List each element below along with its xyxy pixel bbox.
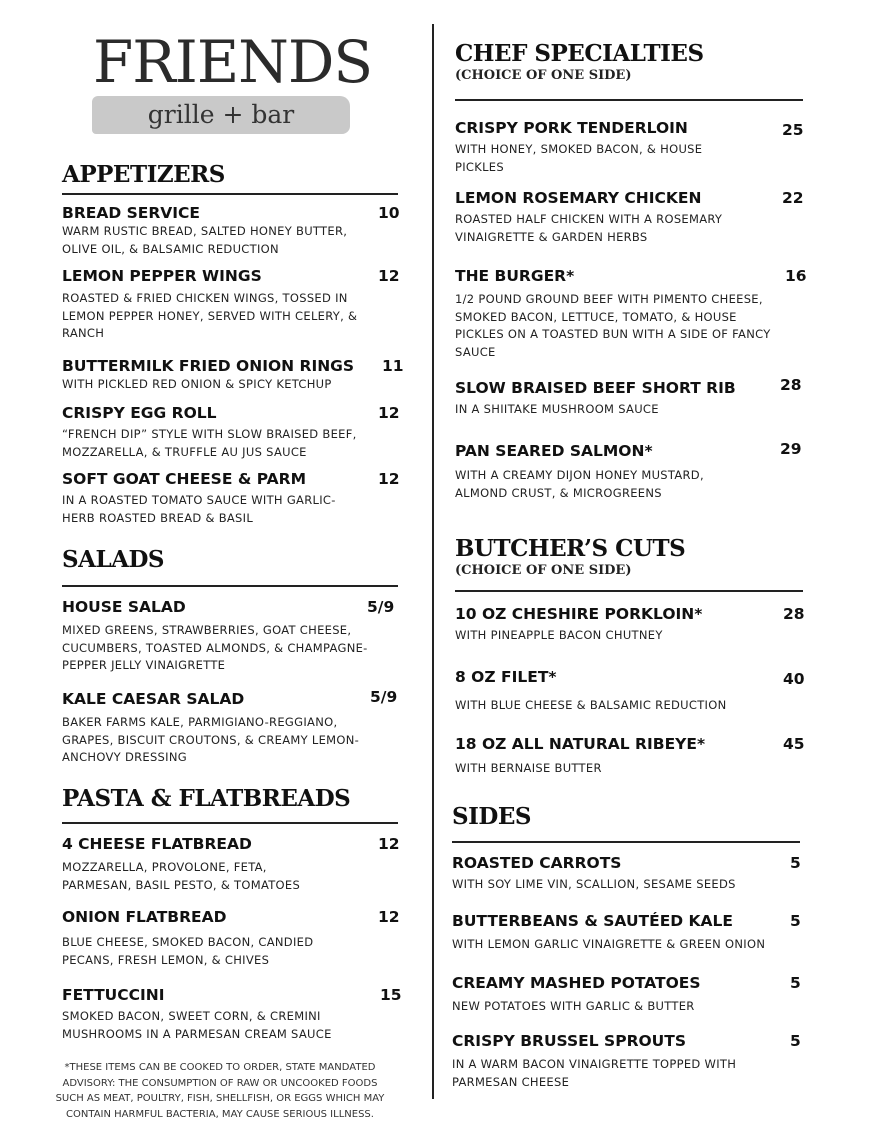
item-price: 5 xyxy=(790,974,801,992)
menu-item: 8 OZ FILET* 40 WITH BLUE CHEESE & BALSAMIC REDUCTION xyxy=(455,668,805,712)
menu-item: 4 CHEESE FLATBREAD 12 MOZZARELLA, PROVOLONE, FETA, PARMESAN, BASIL PESTO, & TOMATOES xyxy=(62,835,400,892)
pasta-heading: PASTA & FLATBREADS xyxy=(62,785,351,812)
menu-item: THE BURGER* 16 1/2 POUND GROUND BEEF WITH PIMENTO CHEESE, SMOKED BACON, LETTUCE, TOMATO, & HOUSE PICKLES ON A TOASTED BUN WITH A SIDE OF FANCY SAUCE xyxy=(455,267,807,359)
menu-item: HOUSE SALAD 5/9 MIXED GREENS, STRAWBERRIES, GOAT CHEESE, CUCUMBERS, TOASTED ALMONDS, & CHAMPAGNE-PEPPER JELLY VINAIGRETTE xyxy=(62,598,395,672)
menu-item: CRISPY EGG ROLL 12 “FRENCH DIP” STYLE WITH SLOW BRAISED BEEF, MOZZARELLA, & TRUFFLE AU JUS SAUCE xyxy=(62,404,400,459)
chef-heading: CHEF SPECIALTIES (CHOICE OF ONE SIDE) xyxy=(455,40,704,83)
item-price: 28 xyxy=(783,605,805,623)
butcher-rule xyxy=(455,590,803,592)
item-price: 10 xyxy=(378,204,400,222)
chef-rule xyxy=(455,99,803,101)
item-price: 12 xyxy=(378,835,400,853)
chef-subtitle: (CHOICE OF ONE SIDE) xyxy=(455,68,632,83)
item-price: 12 xyxy=(378,470,400,488)
item-price: 16 xyxy=(785,267,807,285)
menu-item: CRISPY BRUSSEL SPROUTS 5 IN A WARM BACON VINAIGRETTE TOPPED WITH PARMESAN CHEESE xyxy=(452,1032,801,1089)
menu-item: LEMON PEPPER WINGS 12 ROASTED & FRIED CHICKEN WINGS, TOSSED IN LEMON PEPPER HONEY, SERVED WITH CELERY, & RANCH xyxy=(62,267,400,340)
menu-item: FETTUCCINI 15 SMOKED BACON, SWEET CORN, & CREMINI MUSHROOMS IN A PARMESAN CREAM SAUCE xyxy=(62,986,402,1041)
menu-item: CREAMY MASHED POTATOES 5 NEW POTATOES WITH GARLIC & BUTTER xyxy=(452,974,801,1013)
menu-item: BREAD SERVICE 10 WARM RUSTIC BREAD, SALTED HONEY BUTTER, OLIVE OIL, & BALSAMIC REDUCTION xyxy=(62,204,400,256)
menu-item: SOFT GOAT CHEESE & PARM 12 IN A ROASTED TOMATO SAUCE WITH GARLIC-HERB ROASTED BREAD & BASIL xyxy=(62,470,400,525)
item-price: 12 xyxy=(378,908,400,926)
item-price: 5/9 xyxy=(367,598,395,616)
item-price: 12 xyxy=(378,267,400,285)
salads-rule xyxy=(62,585,398,587)
item-price: 29 xyxy=(780,440,802,458)
sides-heading: SIDES xyxy=(452,803,531,830)
item-price: 15 xyxy=(380,986,402,1004)
menu-item: ROASTED CARROTS 5 WITH SOY LIME VIN, SCALLION, SESAME SEEDS xyxy=(452,854,801,891)
item-price: 12 xyxy=(378,404,400,422)
item-price: 5/9 xyxy=(370,688,398,706)
item-price: 25 xyxy=(782,121,804,139)
item-price: 11 xyxy=(382,357,404,375)
item-price: 5 xyxy=(790,1032,801,1050)
menu-item: BUTTERBEANS & SAUTÉED KALE 5 WITH LEMON GARLIC VINAIGRETTE & GREEN ONION xyxy=(452,912,801,951)
menu-item: ONION FLATBREAD 12 BLUE CHEESE, SMOKED BACON, CANDIED PECANS, FRESH LEMON, & CHIVES xyxy=(62,908,400,967)
column-divider xyxy=(432,24,434,1099)
menu-item: LEMON ROSEMARY CHICKEN 22 ROASTED HALF CHICKEN WITH A ROSEMARY VINAIGRETTE & GARDEN HERBS xyxy=(455,189,804,244)
item-price: 5 xyxy=(790,912,801,930)
item-price: 5 xyxy=(790,854,801,872)
item-price: 28 xyxy=(780,376,802,394)
menu-item: KALE CAESAR SALAD 5/9 BAKER FARMS KALE, PARMIGIANO-REGGIANO, GRAPES, BISCUIT CROUTONS, & CREAMY LEMON-ANCHOVY DRESSING xyxy=(62,688,398,764)
menu-item: SLOW BRAISED BEEF SHORT RIB 28 IN A SHIITAKE MUSHROOM SAUCE xyxy=(455,376,802,416)
menu-item: CRISPY PORK TENDERLOIN 25 WITH HONEY, SMOKED BACON, & HOUSE PICKLES xyxy=(455,119,804,174)
logo-title: FRIENDS xyxy=(93,28,373,96)
disclaimer: *THESE ITEMS CAN BE COOKED TO ORDER, STATE MANDATED ADVISORY: THE CONSUMPTION OF RAW OR UNCOOKED FOODS SUCH AS MEAT, POULTRY, FISH, SHELLFISH, OR EGGS WHICH MAY CONTAIN HARMFUL BACTERIA, MAY CAUSE SERIOUS ILLNESS. xyxy=(55,1062,385,1120)
sides-rule xyxy=(452,841,800,843)
menu-item: PAN SEARED SALMON* 29 WITH A CREAMY DIJON HONEY MUSTARD, ALMOND CRUST, & MICROGREENS xyxy=(455,440,802,500)
salads-heading: SALADS xyxy=(62,546,165,573)
menu-item: 18 OZ ALL NATURAL RIBEYE* 45 WITH BERNAISE BUTTER xyxy=(455,735,805,775)
appetizers-rule xyxy=(62,193,398,195)
menu-item: 10 OZ CHESHIRE PORKLOIN* 28 WITH PINEAPPLE BACON CHUTNEY xyxy=(455,605,805,642)
menu-item: BUTTERMILK FRIED ONION RINGS 11 WITH PICKLED RED ONION & SPICY KETCHUP xyxy=(62,357,404,391)
appetizers-heading: APPETIZERS xyxy=(62,161,225,188)
pasta-rule xyxy=(62,822,398,824)
item-price: 45 xyxy=(783,735,805,753)
butcher-heading: BUTCHER’S CUTS (CHOICE OF ONE SIDE) xyxy=(455,535,686,578)
logo-subtitle: grille + bar xyxy=(92,96,350,134)
item-price: 40 xyxy=(783,670,805,688)
butcher-subtitle: (CHOICE OF ONE SIDE) xyxy=(455,563,632,578)
item-price: 22 xyxy=(782,189,804,207)
